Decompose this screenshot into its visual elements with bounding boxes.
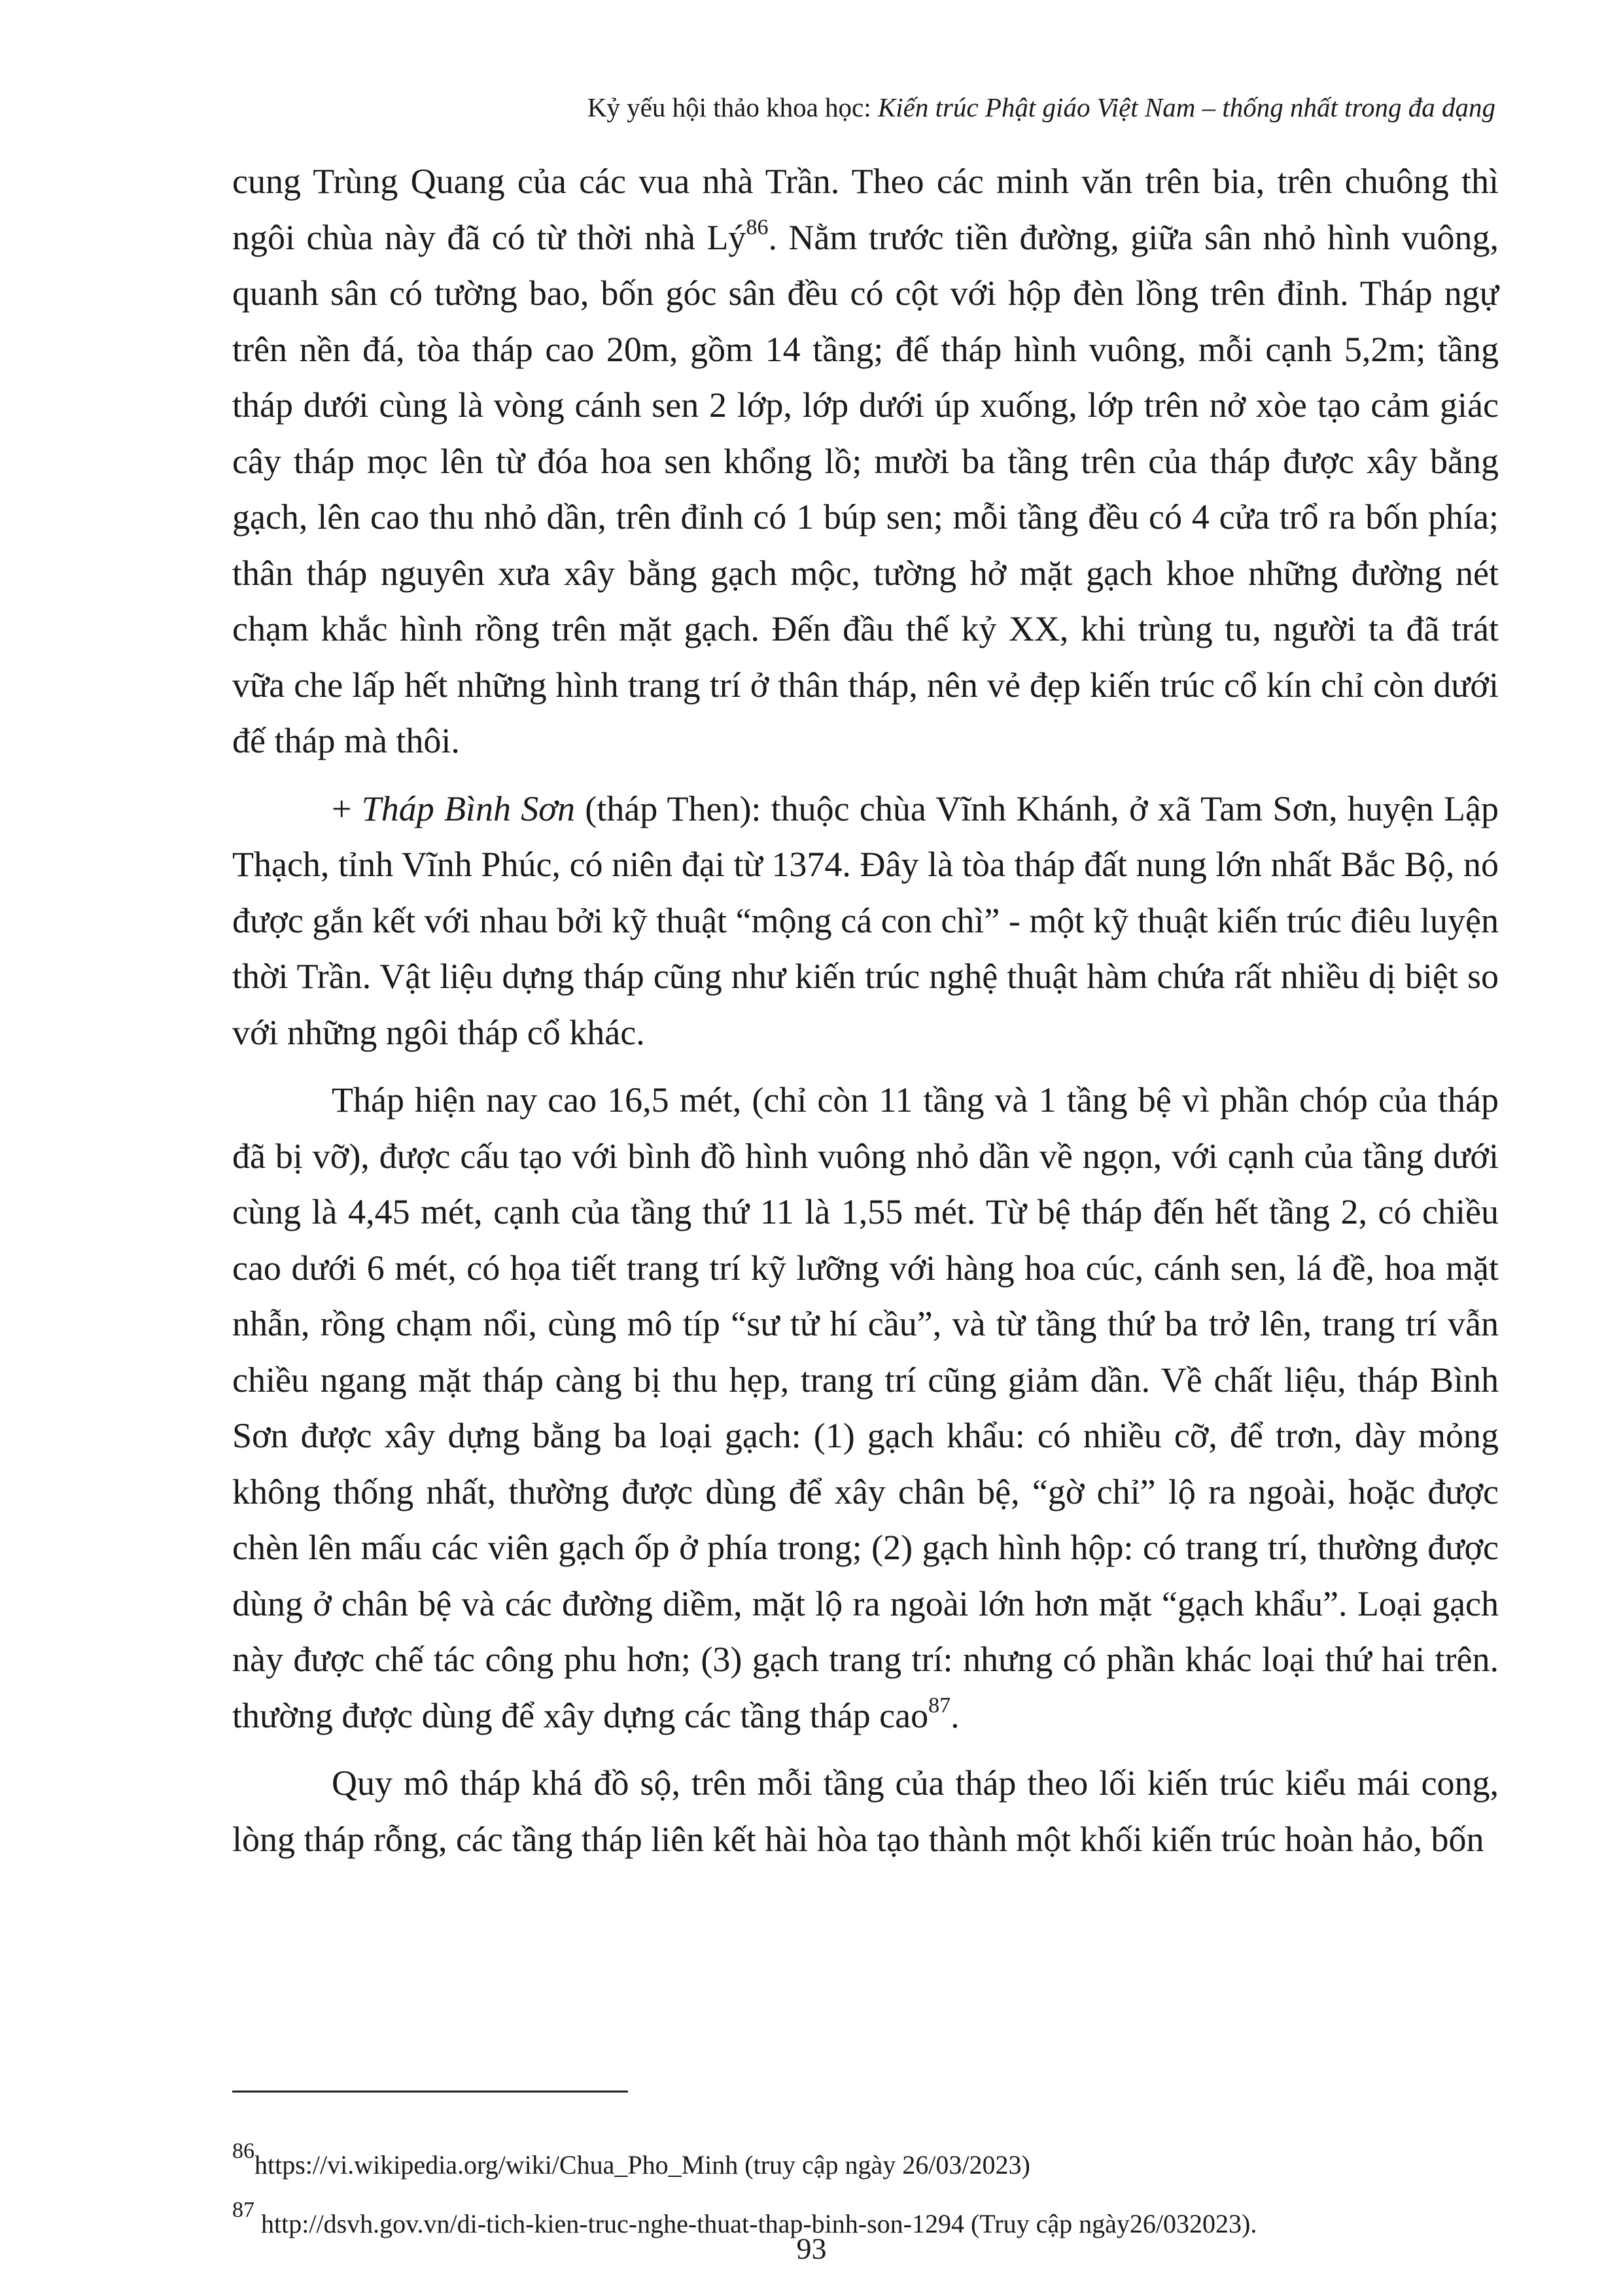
footnote-number: 87 [232, 2197, 254, 2222]
footnote-link[interactable]: http://dsvh.gov.vn/di-tich-kien-truc-nghe-thuat-thap-binh-son-1294 (Truy cập ngày26/032023). [254, 2209, 1257, 2238]
paragraph-binh-son-scale [232, 1756, 1499, 1867]
paragraph-text: . Nằm trước tiền đường, giữa sân nhỏ hình vuông, quanh sân có tường bao, bốn góc sân đều có cột với hộp đèn lồng trên đỉnh. Tháp ngự trên nền đá, tòa tháp cao 20m, gồm 14 tầng; đế tháp hình vuông, mỗi cạnh 5,2m; tầng tháp dưới cùng là vòng cánh sen 2 lớp, lớp dưới úp xuống, lớp trên nở xòe tạo cảm giác cây tháp mọc lên từ đóa hoa sen khổng lồ; mười ba tầng trên của tháp được xây bằng gạch, lên cao thu nhỏ dần, trên đỉnh có 1 búp sen; mỗi tầng đều có 4 cửa trổ ra bốn phía; thân tháp nguyên xưa xây bằng gạch mộc, tường hở mặt gạch khoe những đường nét chạm khắc hình rồng trên mặt gạch. Đến đầu thế kỷ XX, khi trùng tu, người ta đã trát vữa che lấp hết những hình trang trí ở thân tháp, nên vẻ đẹp kiến trúc cổ kín chỉ còn dưới đế tháp mà thôi. [232, 217, 1499, 760]
paragraph-text: cung Trùng Quang của các vua nhà Trần. Theo các minh văn trên bia, trên chuông thì ngôi chùa này đã có từ thời nhà Lý [232, 162, 1499, 257]
paragraph-end: . [951, 1695, 960, 1735]
footnote-86 [232, 2138, 1030, 2180]
footnote-ref-86[interactable]: 86 [746, 215, 769, 239]
page-number: 93 [796, 2232, 827, 2265]
paragraph-pho-minh-tower [232, 154, 1499, 769]
footnote-separator [232, 2091, 628, 2093]
binh-son-title: Tháp Bình Sơn [361, 788, 576, 828]
paragraph-binh-son-intro [232, 781, 1499, 1061]
running-header [587, 92, 1495, 123]
footnote-number: 86 [232, 2138, 254, 2163]
paragraph-text: (tháp Then): thuộc chùa Vĩnh Khánh, ở xã Tam Sơn, huyện Lập Thạch, tỉnh Vĩnh Phúc, có niên đại từ 1374. Đây là tòa tháp đất nung lớn nhất Bắc Bộ, nó được gắn kết với nhau bởi kỹ thuật “mộng cá con chì” - một kỹ thuật kiến trúc điêu luyện thời Trần. Vật liệu dựng tháp cũng như kiến trúc nghệ thuật hàm chứa rất nhiều dị biệt so với những ngôi tháp cổ khác. [232, 788, 1499, 1052]
paragraph-binh-son-structure [232, 1072, 1499, 1744]
paragraph-text: Quy mô tháp khá đồ sộ, trên mỗi tầng của tháp theo lối kiến trúc kiểu mái cong, lòng tháp rỗng, các tầng tháp liên kết hài hòa tạo thành một khối kiến trúc hoàn hảo, bốn [232, 1763, 1499, 1859]
header-prefix: Kỷ yếu hội thảo khoa học: [587, 92, 878, 122]
body-text [232, 154, 1499, 1867]
footnote-ref-87[interactable]: 87 [928, 1693, 951, 1718]
footnote-link[interactable]: https://vi.wikipedia.org/wiki/Chua_Pho_Minh (truy cập ngày 26/03/2023) [254, 2150, 1030, 2180]
list-marker: + [332, 788, 362, 828]
paragraph-text: Tháp hiện nay cao 16,5 mét, (chỉ còn 11 tầng và 1 tầng bệ vì phần chóp của tháp đã bị vỡ), được cấu tạo với bình đồ hình vuông nhỏ dần về ngọn, với cạnh của tầng dưới cùng là 4,45 mét, cạnh của tầng thứ 11 là 1,55 mét. Từ bệ tháp đến hết tầng 2, có chiều cao dưới 6 mét, có họa tiết trang trí kỹ lưỡng với hàng hoa cúc, cánh sen, lá đề, hoa mặt nhẫn, rồng chạm nổi, cùng mô típ “sư tử hí cầu”, và từ tầng thứ ba trở lên, trang trí vẫn chiều ngang mặt tháp càng bị thu hẹp, trang trí cũng giảm dần. Về chất liệu, tháp Bình Sơn được xây dựng bằng ba loại gạch: (1) gạch khẩu: có nhiều cỡ, để trơn, dày mỏng không thống nhất, thường được dùng để xây chân bệ, “gờ chỉ” lộ ra ngoài, hoặc được chèn lên mấu các viên gạch ốp ở phía trong; (2) gạch hình hộp: có trang trí, thường được dùng ở chân bệ và các đường diềm, mặt lộ ra ngoài lớn hơn mặt “gạch khẩu”. Loại gạch này được chế tác công phu hơn; (3) gạch trang trí: nhưng có phần khác loại thứ hai trên. thường được dùng để xây dựng các tầng tháp cao [232, 1080, 1499, 1735]
header-title: Kiến trúc Phật giáo Việt Nam – thống nhất trong đa dạng [877, 92, 1495, 122]
